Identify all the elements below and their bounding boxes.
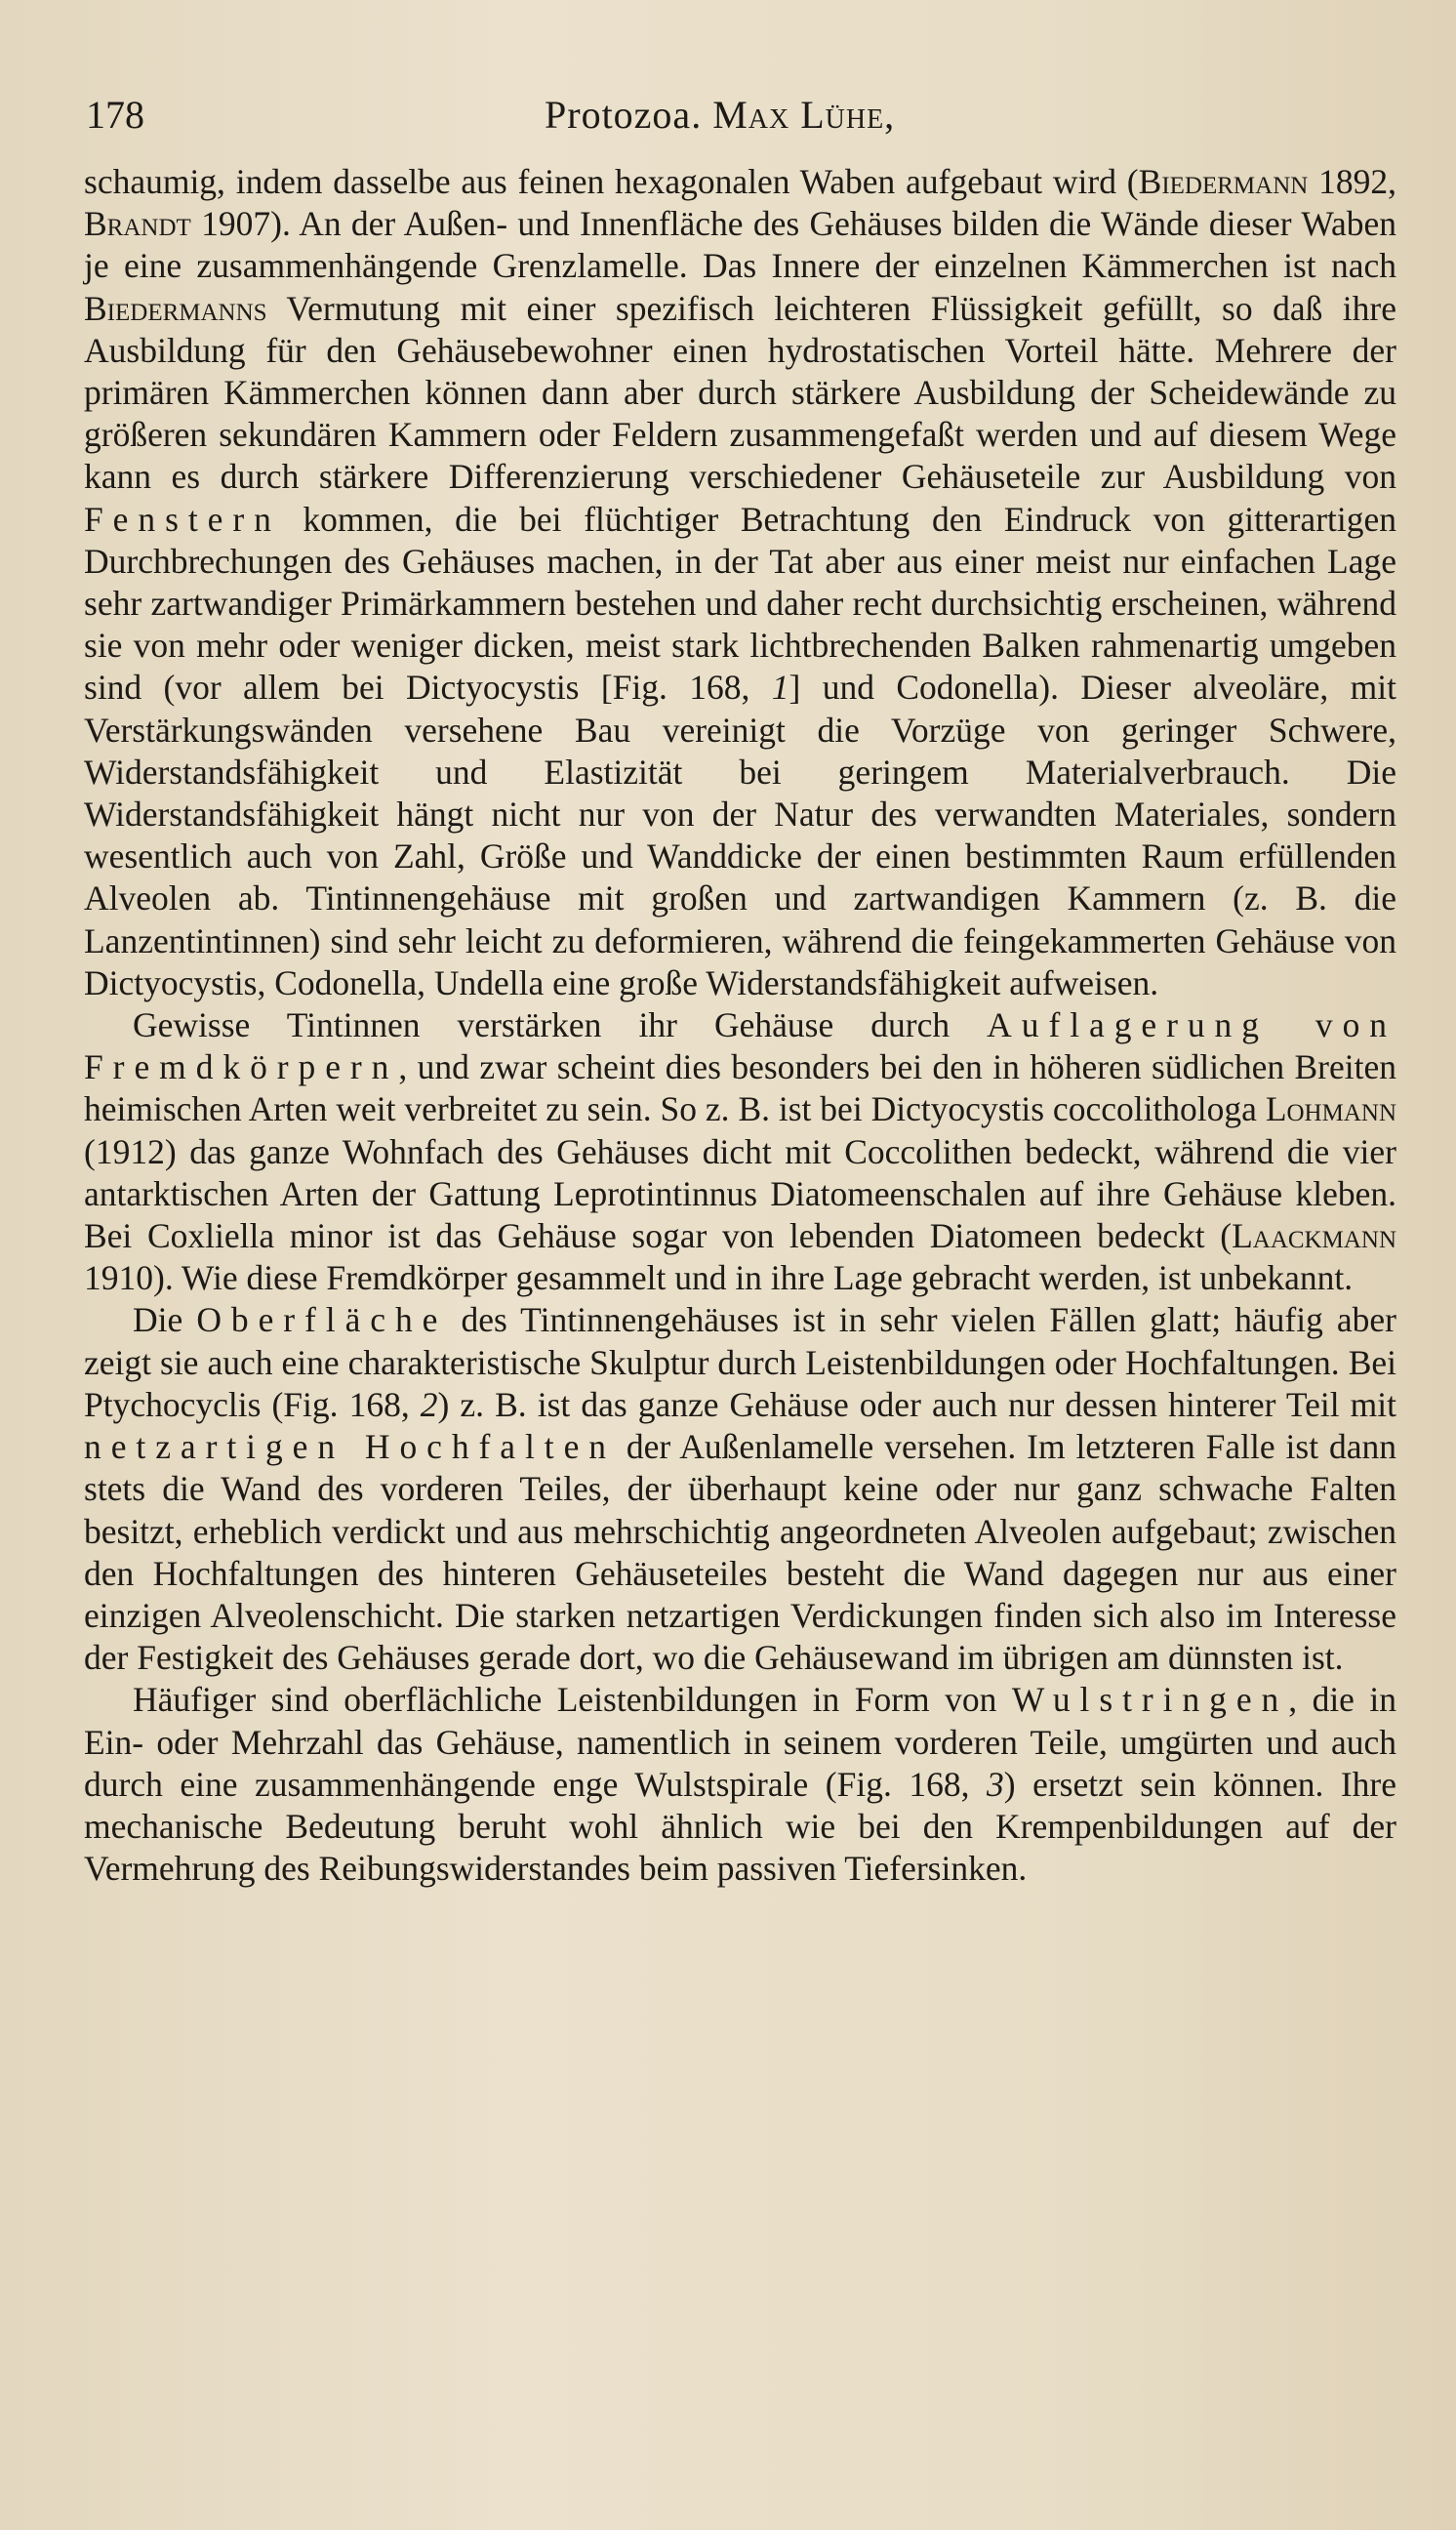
paragraph-3 [84,1299,1396,1679]
text-run: 1910). Wie diese Fremdkörper gesammelt und in ihre Lage gebracht werden, ist unbekannt. [84,1258,1354,1298]
text-it: 3 [987,1764,1004,1804]
body-text [84,161,1396,1890]
text-run: ) ersetzt sein können. Ihre mechanische Bedeutung beruht wohl ähnlich wie bei den Krempenbildungen auf der Vermehrung des Reibungswiderstandes beim passiven Tiefersinken. [84,1764,1397,1889]
paragraph-1 [84,161,1396,1004]
text-run: 1907). An der Außen- und Innenfläche des Gehäuses bilden die Wände dieser Waben je eine zusammenhängende Grenzlamelle. Das Innere der einzelnen Kämmerchen ist nach [84,204,1396,286]
text-it: 2 [420,1384,438,1424]
text-run: Gewisse Tintinnen verstärken ihr Gehäuse durch [133,1005,988,1045]
text-sp: Oberfläche [196,1300,448,1340]
running-head [545,86,895,144]
page-header [86,86,1394,144]
text-run: schaumig, indem dasselbe aus feinen hexagonalen Waben aufgebaut wird ( [84,162,1139,201]
text-run: , und zwar scheint dies besonders bei den in höheren südlichen Breiten heimischen Arten weit verbreitet zu sein. So z. B. ist bei Dictyocystis coccolithologa [84,1047,1396,1129]
text-sp: Fenstern [84,499,281,539]
running-head-author: Max Lühe, [712,93,896,137]
text-sc: Brandt [84,204,191,244]
text-sc: Biedermann [1138,162,1309,201]
text-run: , die in Ein- oder Mehrzahl das Gehäuse, namentlich in seinem vorderen Teile, umgürten und auch durch eine zusammenhängende enge Wulstspirale (Fig. 168, [84,1680,1397,1804]
text-run: des Tintinnengehäuses ist in sehr vielen Fällen glatt; häufig aber zeigt sie auch eine charakteristische Skulptur durch Leistenbildungen oder Hochfaltungen. Bei Ptychocyclis (Fig. 168, [84,1300,1396,1424]
text-run: 1892, [1308,162,1397,201]
paragraph-4 [84,1679,1396,1890]
text-run: ] und Codonella). Dieser alveoläre, mit Verstärkungswänden versehene Bau vereinigt die Vorzüge von geringer Schwere, Widerstandsfähigkeit und Elastizität bei geringem Materialverbrauch. Die Widerstandsfähigkeit hängt nicht nur von der Natur des verwandten Materiales, sondern wesentlich auch von Zahl, Größe und Wanddicke der einen bestimmten Raum erfüllenden Alveolen ab. Tintinnengehäuse mit großen und zartwandigen Kammern (z. B. die Lanzentintinnen) sind sehr leicht zu deformieren, während die feingekammerten Gehäuse von Dictyocystis, Codonella, Undella eine große Widerstandsfähigkeit aufweisen. [84,668,1396,1002]
text-sp: Wulstringen [1011,1680,1289,1720]
text-run: ) z. B. ist das ganze Gehäuse oder auch nur dessen hinterer Teil mit [437,1384,1396,1424]
text-sc: Laackmann [1232,1216,1396,1256]
text-run: (1912) das ganze Wohnfach des Gehäuses dicht mit Coccolithen bedeckt, während die vier antarktischen Arten der Gattung Leprotintinnus Diatomeenschalen auf ihre Gehäuse kleben. Bei Coxliella minor ist das Gehäuse sogar von lebenden Diatomeen bedeckt ( [84,1131,1396,1256]
running-head-title: Protozoa. [545,93,703,137]
text-it: 1 [771,668,789,708]
text-run: kommen, die bei flüchtiger Betrachtung den Eindruck von gitterartigen Durchbrechungen des Gehäuses machen, in der Tat aber aus einer meist nur einfachen Lage sehr zartwandiger Primärkammern bestehen und daher recht durchsichtig erscheinen, während sie von mehr oder weniger dicken, meist stark lichtbrechenden Balken rahmenartig umgeben sind (vor allem bei Dictyocystis [Fig. 168, [84,499,1396,708]
text-sp: netzartigen Hochfalten [84,1427,616,1467]
text-sp: Auflagerung von Fremdkörpern [84,1005,1396,1087]
text-run: Die [133,1300,197,1340]
page-number: 178 [86,93,144,137]
text-sc: Biedermanns [84,288,267,328]
text-run: Häufiger sind oberflächliche Leistenbildungen in Form von [133,1680,1012,1720]
text-run: der Außenlamelle versehen. Im letzteren Falle ist dann stets die Wand des vorderen Teiles, der überhaupt keine oder nur ganz schwache Falten besitzt, erheblich verdickt und aus mehrschichtig angeordneten Alveolen aufgebaut; zwischen den Hochfaltungen des hinteren Gehäuseteiles besteht die Wand dagegen nur aus einer einzigen Alveolenschicht. Die starken netzartigen Verdickungen finden sich also im Interesse der Festigkeit des Gehäuses gerade dort, wo die Gehäusewand im übrigen am dünnsten ist. [84,1427,1397,1678]
text-run: Vermutung mit einer spezifisch leichteren Flüssigkeit gefüllt, so daß ihre Ausbildung für den Gehäusebewohner einen hydrostatischen Vorteil hätte. Mehrere der primären Kämmerchen können dann aber durch stärkere Ausbildung der Scheidewände zu größeren sekundären Kammern oder Feldern zusammengefaßt werden und auf diesem Wege kann es durch stärkere Differenzierung verschiedener Gehäuseteile zur Ausbildung von [84,288,1396,497]
text-sc: Lohmann [1265,1089,1396,1129]
paragraph-2 [84,1004,1396,1299]
